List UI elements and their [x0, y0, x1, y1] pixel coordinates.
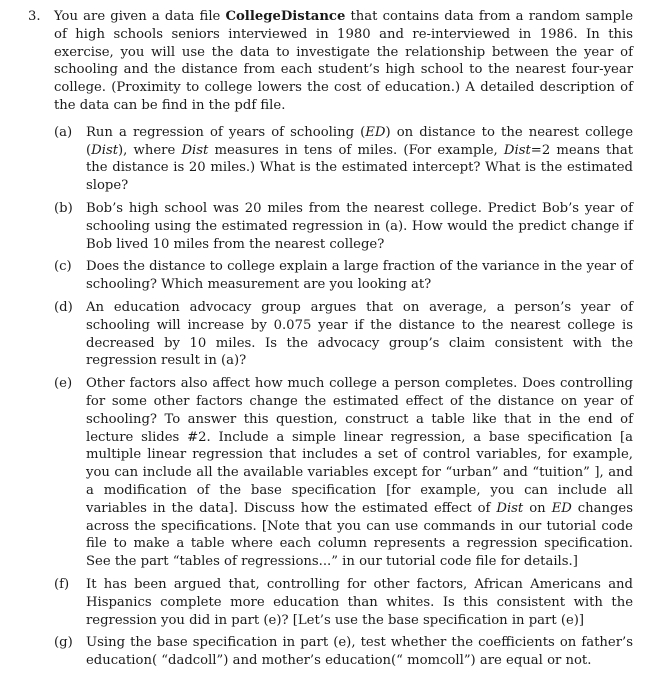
part-e-text	[86, 375, 633, 571]
part-d	[54, 299, 633, 370]
part-e-label: (e)	[54, 376, 73, 392]
part-b-text: Bob’s high school was 20 miles from the nearest college. Predict Bob’s year of schooling using the estimated regression in (a). How would the predict change if Bob lived 10 miles from the nearest college?	[86, 200, 633, 252]
problem-number: 3.	[28, 9, 41, 24]
part-b-label: (b)	[54, 200, 73, 216]
part-f-label: (f)	[54, 576, 70, 592]
part-d-text: An education advocacy group argues that on average, a person’s year of schooling will increase by 0.075 year if the distance to the nearest college is decreased by 10 miles. Is the advocacy group’s claim consistent with the regression result in (a)?	[86, 299, 633, 369]
part-f-text: It has been argued that, controlling for other factors, African Americans and Hispanics complete more education than whites. Is this consistent with the regression you did in part (e)? [Let’s use the base specification in part (e)]	[86, 576, 633, 628]
problem-body	[54, 8, 633, 675]
part-a-label: (a)	[54, 124, 73, 140]
part-c-label: (c)	[54, 259, 72, 275]
var-ed: ED	[365, 124, 386, 140]
part-g	[54, 634, 633, 670]
var-dist: Dist	[91, 142, 119, 158]
part-g-text: Using the base specification in part (e), test whether the coefficients on father’s education( “dadcoll”) and mother’s education(“ momcoll”) are equal or not.	[86, 635, 633, 669]
problem-intro	[54, 8, 633, 115]
part-a-t1: Run a regression of years of schooling (	[86, 124, 366, 140]
part-e-t2: on	[523, 500, 552, 516]
var-dist: Dist	[496, 500, 524, 516]
part-a-t5: =2 means that the distance is 20 miles.) What is the estimated intercept? What is the estimated slope?	[86, 142, 633, 194]
intro-text-1: You are given a data file	[54, 9, 226, 24]
part-a-text	[86, 124, 633, 195]
part-a	[54, 124, 633, 195]
parts-list	[54, 124, 633, 670]
part-a-t2: ) on distance to the nearest college (	[86, 124, 633, 158]
part-e	[54, 375, 633, 571]
part-b	[54, 200, 633, 253]
dataset-name: CollegeDistance	[225, 9, 346, 24]
part-e-t1: Other factors also affect how much college a person completes. Does controlling for some other factors change the estimated effect of the distance on year of schooling? To answer this question, construct a table like that in the end of lecture slides #2. Include a simple linear regression, a base specification [a multiple linear regression that includes a set of control variables, for example, you can include all the available variables except for “urban” and “tuition” ], and a modification of the base specification [for example, you can include all variables in the data]. Discuss how the estimated effect of	[86, 376, 633, 516]
problem-3	[28, 8, 633, 675]
var-dist: Dist	[181, 142, 209, 158]
part-g-label: (g)	[54, 635, 73, 651]
part-e-t3: changes across the specifications. [Note that you can use commands in our tutorial code file to make a table where each column represents a regression specification. See the part “tables of regressions...” in our tutorial code file for details.]	[86, 500, 633, 570]
part-c-text: Does the distance to college explain a large fraction of the variance in the year of schooling? Which measurement are you looking at?	[86, 259, 633, 293]
part-f	[54, 576, 633, 629]
part-d-label: (d)	[54, 299, 73, 315]
part-c	[54, 258, 633, 294]
part-a-t4: measures in tens of miles. (For example,	[208, 142, 504, 158]
var-dist: Dist	[503, 142, 531, 158]
intro-text-2: that contains data from a random sample of high schools seniors interviewed in 1980 and re-interviewed in 1986. In this exercise, you will use the data to investigate the relationship between the year of schooling and the distance from each student’s high school to the nearest four-year college. (Proximity to college lowers the cost of education.) A detailed description of the data can be find in the pdf file.	[54, 9, 634, 113]
var-ed: ED	[551, 500, 572, 516]
part-a-t3: ), where	[118, 142, 182, 158]
